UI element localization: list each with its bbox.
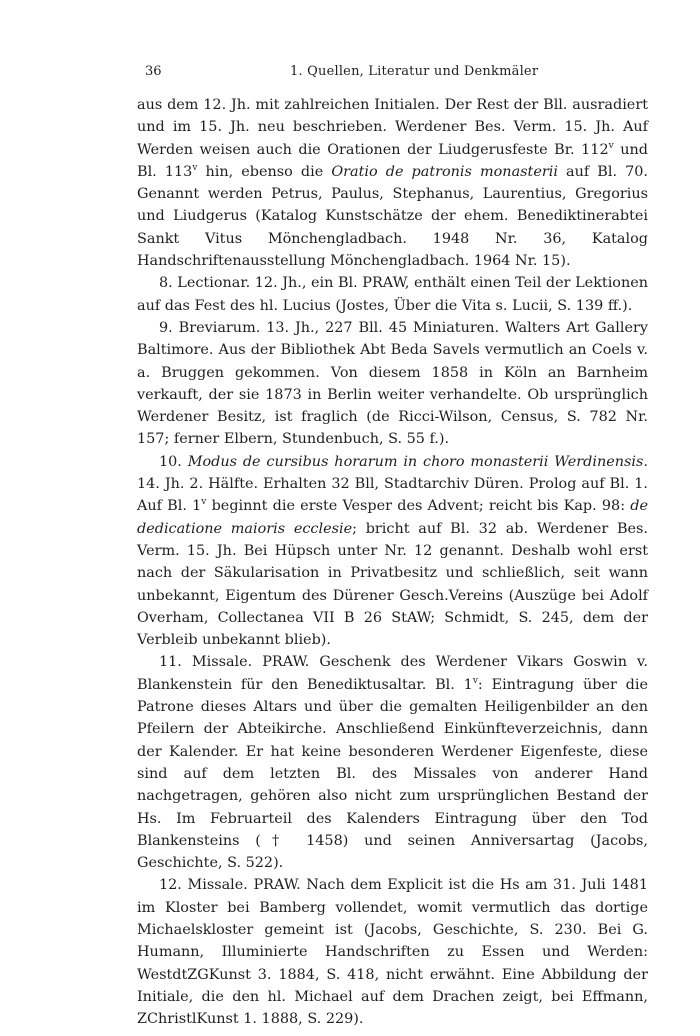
verso-superscript: v [472, 675, 478, 686]
page-number: 36 [145, 64, 162, 79]
verso-superscript: v [608, 140, 614, 151]
text-run: 14. Jh. 2. Hälfte. Erhalten 32 Bll, Stadtarchiv Düren. Prolog auf Bl. 1. Auf Bl. 1 [137, 476, 648, 515]
catalog-entry-9 [137, 317, 648, 451]
catalog-entry-12 [137, 874, 648, 1030]
catalog-entry-10 [137, 451, 648, 652]
text-run: 10. [159, 453, 188, 470]
text-run: aus dem 12. Jh. mit zahlreichen Initialen. Der Rest der Bll. ausradiert und im 15. Jh. neu beschrieben. Werdener Bes. Verm. 15. Jh. Auf Werden weisen auch die Orationen der Liudgerusfeste Br. 112 [137, 97, 648, 158]
italic-title: Oratio de patronis monasterii [331, 163, 558, 180]
verso-superscript: v [201, 497, 207, 508]
catalog-entry-11 [137, 651, 648, 874]
paragraph-continuation [137, 94, 648, 272]
text-run: hin, ebenso die [197, 163, 332, 180]
text-run: 8. Lectionar. 12. Jh., ein Bl. PRAW, enthält einen Teil der Lektionen auf das Fest des hl. Lucius (Jostes, Über die Vita s. Lucii, S. 139 ff.). [137, 275, 649, 314]
verso-superscript: v [192, 163, 198, 174]
page-header [135, 64, 648, 86]
text-run: beginnt die erste Vesper des Advent; reicht bis Kap. 98: [206, 498, 631, 515]
text-run: 9. Breviarum. 13. Jh., 227 Bll. 45 Miniaturen. Walters Art Gallery Baltimore. Aus der Bibliothek Abt Beda Savels vermutlich an Coels v. a. Bruggen gekommen. Von diesem 1858 in Köln an Barnheim verkauft, der sie 1873 in Berlin weiter verhandelte. Ob ursprünglich Werdener Besitz, ist fraglich (de Ricci-Wilson, Census, S. 782 Nr. 157; ferner Elbern, Stundenbuch, S. 55 f.). [137, 319, 648, 448]
text-run: und Bl. 113 [137, 141, 648, 180]
page-body [137, 94, 648, 1030]
text-run: : Eintragung über die Patrone dieses Altars und über die gemalten Heiligenbilder an den Pfeilern der Abteikirche. Anschließend Einkünfteverzeichnis, dann der Kalender. Er hat keine besonderen Werdener Eigenfeste, diese sind auf dem letzten Bl. des Missales von anderer Hand nachgetragen, gehören also nicht zum ursprünglichen Bestand der Hs. Im Februarteil des Kalenders Eintragung über den Tod Blankensteins († 1458) und seinen Anniversartag (Jacobs, Geschichte, S. 522). [137, 676, 648, 872]
catalog-entry-8 [137, 272, 648, 317]
text-run: 12. Missale. PRAW. Nach dem Explicit ist die Hs am 31. Juli 1481 im Kloster bei Bamberg vollendet, womit vermutlich das dortige Michaelskloster gemeint ist (Jacobs, Geschichte, S. 230. Bei G. Humann, Illuminierte Handschriften zu Essen und Werden: WestdtZGKunst 3. 1884, S. 418, nicht erwähnt. Eine Abbildung der Initiale, die den hl. Michael auf dem Drachen zeigt, bei Effmann, ZChristlKunst 1. 1888, S. 229). [137, 877, 648, 1028]
italic-title: Modus de cursibus horarum in choro monasterii Werdinensis. [187, 453, 648, 470]
running-head: 1. Quellen, Literatur und Denkmäler [290, 64, 539, 79]
text-run: 11. Missale. PRAW. Geschenk des Werdener Vikars Goswin v. Blankenstein für den Benediktusaltar. Bl. 1 [137, 654, 648, 693]
italic-title: de dedicatione maioris ecclesie [137, 498, 648, 537]
text-run: auf Bl. 70. Genannt werden Petrus, Paulus, Stephanus, Laurentius, Gregorius und Liudgerus (Katalog Kunstschätze der ehem. Benediktinerabtei Sankt Vitus Mönchengladbach. 1948 Nr. 36, Katalog Handschriftenausstellung Mönchengladbach. 1964 Nr. 15). [137, 163, 648, 270]
text-run: ; bricht auf Bl. 32 ab. Werdener Bes. Verm. 15. Jh. Bei Hüpsch unter Nr. 12 genannt. Deshalb wohl erst nach der Säkularisation in Privatbesitz und schließlich, seit wann unbekannt, Eigentum des Dürener Gesch.Vereins (Auszüge bei Adolf Overham, Collectanea VII B 26 StAW; Schmidt, S. 245, dem der Verbleib unbekannt blieb). [137, 520, 649, 649]
